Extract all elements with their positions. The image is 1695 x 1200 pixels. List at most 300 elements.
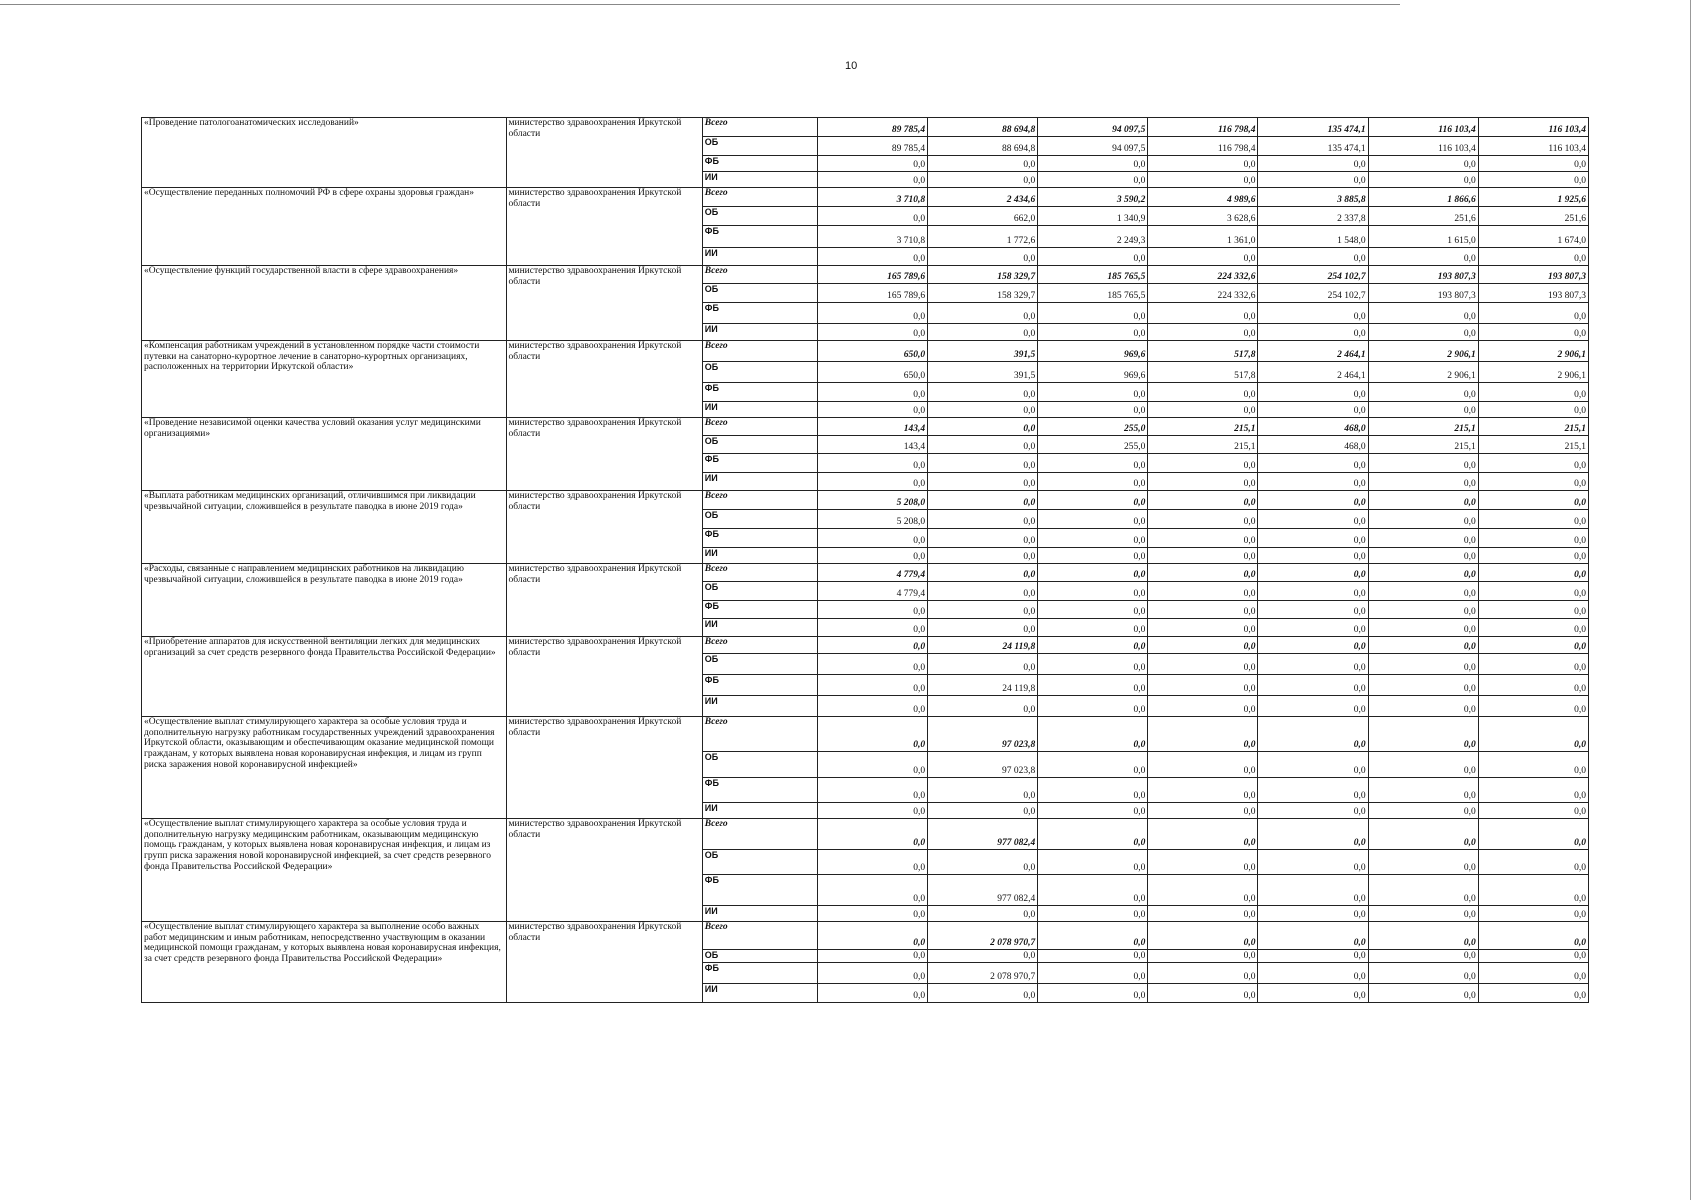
amount-cell: 0,0 [1478, 696, 1588, 717]
amount-cell: 0,0 [817, 637, 927, 654]
amount-cell: 0,0 [1038, 963, 1148, 984]
amount-cell: 0,0 [1148, 248, 1258, 266]
amount-cell: 0,0 [1038, 984, 1148, 1003]
measure-name: «Проведение патологоанатомических исследований» [142, 118, 507, 188]
amount-cell: 0,0 [1478, 778, 1588, 803]
amount-cell: 0,0 [928, 529, 1038, 548]
amount-cell: 0,0 [1148, 402, 1258, 418]
amount-cell: 0,0 [1038, 637, 1148, 654]
amount-cell: 135 474,1 [1258, 137, 1368, 156]
amount-cell: 0,0 [1258, 803, 1368, 819]
amount-cell: 255,0 [1038, 418, 1148, 436]
funding-source-label: Всего [702, 341, 817, 362]
amount-cell: 0,0 [817, 752, 927, 778]
amount-cell: 0,0 [1368, 303, 1478, 324]
funding-source-label: ИИ [702, 619, 817, 637]
amount-cell: 0,0 [1368, 696, 1478, 717]
amount-cell: 215,1 [1368, 418, 1478, 436]
amount-cell: 0,0 [1038, 582, 1148, 601]
amount-cell: 0,0 [1148, 654, 1258, 675]
amount-cell: 0,0 [1148, 717, 1258, 752]
amount-cell: 1 772,6 [928, 226, 1038, 248]
amount-cell: 0,0 [1368, 402, 1478, 418]
amount-cell: 2 078 970,7 [928, 922, 1038, 950]
amount-cell: 0,0 [1258, 696, 1368, 717]
amount-cell: 0,0 [1148, 454, 1258, 473]
amount-cell: 0,0 [928, 156, 1038, 172]
amount-cell: 0,0 [1368, 473, 1478, 491]
amount-cell: 0,0 [1368, 963, 1478, 984]
amount-cell: 0,0 [1148, 491, 1258, 510]
funding-source-label: Всего [702, 637, 817, 654]
amount-cell: 94 097,5 [1038, 118, 1148, 137]
measure-total-row [142, 418, 1589, 436]
responsible-executor: министерство здравоохранения Иркутской области [506, 418, 702, 491]
amount-cell: 0,0 [1148, 473, 1258, 491]
amount-cell: 0,0 [1368, 383, 1478, 402]
amount-cell: 89 785,4 [817, 118, 927, 137]
amount-cell: 4 779,4 [817, 564, 927, 582]
amount-cell: 977 082,4 [928, 875, 1038, 906]
amount-cell: 0,0 [1148, 984, 1258, 1003]
amount-cell: 0,0 [928, 324, 1038, 341]
amount-cell: 0,0 [1478, 473, 1588, 491]
amount-cell: 0,0 [1368, 819, 1478, 850]
amount-cell: 0,0 [1038, 950, 1148, 963]
amount-cell: 185 765,5 [1038, 266, 1148, 284]
amount-cell: 0,0 [1038, 875, 1148, 906]
amount-cell: 1 548,0 [1258, 226, 1368, 248]
amount-cell: 0,0 [1038, 156, 1148, 172]
amount-cell: 215,1 [1478, 436, 1588, 454]
amount-cell: 0,0 [817, 906, 927, 922]
amount-cell: 0,0 [928, 582, 1038, 601]
amount-cell: 0,0 [1038, 922, 1148, 950]
amount-cell: 0,0 [1368, 172, 1478, 188]
amount-cell: 0,0 [1148, 548, 1258, 564]
amount-cell: 2 906,1 [1368, 362, 1478, 383]
amount-cell: 0,0 [1148, 819, 1258, 850]
funding-source-label: Всего [702, 564, 817, 582]
amount-cell: 2 906,1 [1368, 341, 1478, 362]
amount-cell: 0,0 [1478, 752, 1588, 778]
funding-source-label: ФБ [702, 383, 817, 402]
amount-cell: 0,0 [928, 654, 1038, 675]
amount-cell: 0,0 [1148, 696, 1258, 717]
budget-table [141, 117, 1589, 1003]
amount-cell: 0,0 [1258, 619, 1368, 637]
amount-cell: 255,0 [1038, 436, 1148, 454]
amount-cell: 2 249,3 [1038, 226, 1148, 248]
amount-cell: 0,0 [1478, 383, 1588, 402]
amount-cell: 215,1 [1368, 436, 1478, 454]
amount-cell: 0,0 [1478, 950, 1588, 963]
amount-cell: 650,0 [817, 362, 927, 383]
amount-cell: 0,0 [817, 383, 927, 402]
amount-cell: 0,0 [1148, 156, 1258, 172]
funding-source-label: Всего [702, 717, 817, 752]
responsible-executor: министерство здравоохранения Иркутской области [506, 341, 702, 418]
amount-cell: 0,0 [817, 454, 927, 473]
amount-cell: 0,0 [1368, 654, 1478, 675]
funding-source-label: ИИ [702, 248, 817, 266]
measure-name: «Выплата работникам медицинских организаций, отличившимся при ликвидации чрезвычайной ситуации, сложившейся в результате паводка в июне 2019 года» [142, 491, 507, 564]
funding-source-label: ОБ [702, 654, 817, 675]
amount-cell: 0,0 [1368, 582, 1478, 601]
amount-cell: 0,0 [1038, 548, 1148, 564]
amount-cell: 0,0 [928, 510, 1038, 529]
amount-cell: 0,0 [1368, 922, 1478, 950]
amount-cell: 0,0 [1258, 819, 1368, 850]
amount-cell: 0,0 [1368, 248, 1478, 266]
amount-cell: 215,1 [1148, 436, 1258, 454]
amount-cell: 158 329,7 [928, 266, 1038, 284]
amount-cell: 2 337,8 [1258, 207, 1368, 226]
amount-cell: 0,0 [928, 248, 1038, 266]
amount-cell: 0,0 [1258, 324, 1368, 341]
amount-cell: 116 103,4 [1368, 137, 1478, 156]
amount-cell: 0,0 [1038, 564, 1148, 582]
amount-cell: 0,0 [1258, 654, 1368, 675]
funding-source-label: Всего [702, 418, 817, 436]
measure-total-row [142, 717, 1589, 752]
amount-cell: 116 103,4 [1368, 118, 1478, 137]
amount-cell: 1 615,0 [1368, 226, 1478, 248]
amount-cell: 0,0 [1148, 875, 1258, 906]
amount-cell: 969,6 [1038, 341, 1148, 362]
amount-cell: 251,6 [1368, 207, 1478, 226]
amount-cell: 0,0 [1148, 601, 1258, 619]
amount-cell: 0,0 [1258, 402, 1368, 418]
measure-total-row [142, 491, 1589, 510]
amount-cell: 0,0 [817, 654, 927, 675]
amount-cell: 0,0 [1038, 803, 1148, 819]
amount-cell: 0,0 [1368, 156, 1478, 172]
amount-cell: 0,0 [1478, 906, 1588, 922]
amount-cell: 468,0 [1258, 436, 1368, 454]
amount-cell: 0,0 [817, 207, 927, 226]
amount-cell: 0,0 [1148, 564, 1258, 582]
amount-cell: 0,0 [1368, 601, 1478, 619]
amount-cell: 0,0 [1258, 950, 1368, 963]
funding-source-label: ИИ [702, 473, 817, 491]
responsible-executor: министерство здравоохранения Иркутской области [506, 717, 702, 819]
amount-cell: 0,0 [1258, 491, 1368, 510]
page-number: 10 [845, 60, 858, 72]
amount-cell: 0,0 [1478, 548, 1588, 564]
amount-cell: 0,0 [1368, 529, 1478, 548]
amount-cell: 0,0 [1038, 529, 1148, 548]
funding-source-label: Всего [702, 491, 817, 510]
funding-source-label: ОБ [702, 582, 817, 601]
amount-cell: 0,0 [1478, 803, 1588, 819]
amount-cell: 97 023,8 [928, 717, 1038, 752]
amount-cell: 0,0 [1148, 582, 1258, 601]
amount-cell: 4 779,4 [817, 582, 927, 601]
amount-cell: 0,0 [1148, 778, 1258, 803]
amount-cell: 1 925,6 [1478, 188, 1588, 207]
amount-cell: 0,0 [1038, 619, 1148, 637]
funding-source-label: ФБ [702, 226, 817, 248]
amount-cell: 0,0 [817, 778, 927, 803]
amount-cell: 0,0 [817, 172, 927, 188]
measure-name: «Компенсация работникам учреждений в установленном порядке части стоимости путевки на санаторно-курортное лечение в санаторно-курортных организациях, расположенных на территории Иркутской области» [142, 341, 507, 418]
funding-source-label: ФБ [702, 875, 817, 906]
amount-cell: 254 102,7 [1258, 284, 1368, 303]
amount-cell: 24 119,8 [928, 637, 1038, 654]
amount-cell: 0,0 [1368, 803, 1478, 819]
amount-cell: 0,0 [817, 303, 927, 324]
amount-cell: 0,0 [1368, 752, 1478, 778]
amount-cell: 0,0 [1148, 950, 1258, 963]
amount-cell: 0,0 [928, 418, 1038, 436]
amount-cell: 3 710,8 [817, 226, 927, 248]
amount-cell: 0,0 [1478, 156, 1588, 172]
amount-cell: 0,0 [1258, 248, 1368, 266]
amount-cell: 0,0 [817, 984, 927, 1003]
amount-cell: 0,0 [1038, 696, 1148, 717]
amount-cell: 650,0 [817, 341, 927, 362]
amount-cell: 1 674,0 [1478, 226, 1588, 248]
amount-cell: 0,0 [1258, 875, 1368, 906]
amount-cell: 0,0 [928, 950, 1038, 963]
amount-cell: 0,0 [1478, 582, 1588, 601]
amount-cell: 0,0 [1258, 473, 1368, 491]
amount-cell: 0,0 [1148, 619, 1258, 637]
amount-cell: 97 023,8 [928, 752, 1038, 778]
amount-cell: 0,0 [1038, 473, 1148, 491]
scan-edge-right [1690, 0, 1691, 1200]
measure-total-row [142, 188, 1589, 207]
amount-cell: 193 807,3 [1478, 284, 1588, 303]
measure-total-row [142, 564, 1589, 582]
amount-cell: 0,0 [1258, 717, 1368, 752]
amount-cell: 0,0 [928, 803, 1038, 819]
amount-cell: 0,0 [1038, 819, 1148, 850]
amount-cell: 0,0 [1038, 717, 1148, 752]
measure-total-row [142, 819, 1589, 850]
amount-cell: 0,0 [1038, 601, 1148, 619]
amount-cell: 0,0 [928, 436, 1038, 454]
amount-cell: 143,4 [817, 436, 927, 454]
amount-cell: 0,0 [928, 601, 1038, 619]
amount-cell: 0,0 [1148, 906, 1258, 922]
amount-cell: 0,0 [1478, 637, 1588, 654]
amount-cell: 0,0 [1368, 564, 1478, 582]
amount-cell: 0,0 [1258, 454, 1368, 473]
amount-cell: 517,8 [1148, 362, 1258, 383]
amount-cell: 0,0 [1258, 156, 1368, 172]
amount-cell: 0,0 [1038, 778, 1148, 803]
amount-cell: 0,0 [1478, 402, 1588, 418]
amount-cell: 468,0 [1258, 418, 1368, 436]
amount-cell: 0,0 [1368, 906, 1478, 922]
amount-cell: 0,0 [817, 619, 927, 637]
amount-cell: 0,0 [1038, 906, 1148, 922]
amount-cell: 0,0 [1478, 675, 1588, 696]
amount-cell: 0,0 [1258, 601, 1368, 619]
amount-cell: 0,0 [928, 564, 1038, 582]
responsible-executor: министерство здравоохранения Иркутской области [506, 819, 702, 922]
amount-cell: 0,0 [1258, 383, 1368, 402]
amount-cell: 0,0 [1478, 619, 1588, 637]
amount-cell: 0,0 [928, 383, 1038, 402]
funding-source-label: ОБ [702, 284, 817, 303]
amount-cell: 0,0 [1258, 906, 1368, 922]
amount-cell: 0,0 [1148, 675, 1258, 696]
funding-source-label: ОБ [702, 436, 817, 454]
amount-cell: 0,0 [1368, 984, 1478, 1003]
amount-cell: 0,0 [1478, 564, 1588, 582]
amount-cell: 0,0 [1148, 963, 1258, 984]
funding-source-label: ОБ [702, 752, 817, 778]
amount-cell: 0,0 [817, 875, 927, 906]
amount-cell: 2 434,6 [928, 188, 1038, 207]
responsible-executor: министерство здравоохранения Иркутской области [506, 564, 702, 637]
amount-cell: 0,0 [1368, 324, 1478, 341]
funding-source-label: ОБ [702, 362, 817, 383]
funding-source-label: ФБ [702, 156, 817, 172]
amount-cell: 0,0 [1038, 248, 1148, 266]
measure-total-row [142, 922, 1589, 950]
measure-name: «Осуществление выплат стимулирующего характера за особые условия труда и дополнительную нагрузку работникам государственных учреждений здравоохранения Иркутской области, оказывающим и обеспечивающим оказание медицинской помощи гражданам, у которых выявлена новая коронавирусная инфекция, и лицам из групп риска заражения новой коронавирусной инфекцией» [142, 717, 507, 819]
amount-cell: 0,0 [1368, 778, 1478, 803]
amount-cell: 0,0 [1038, 752, 1148, 778]
amount-cell: 0,0 [928, 473, 1038, 491]
amount-cell: 0,0 [1368, 850, 1478, 875]
amount-cell: 0,0 [1478, 529, 1588, 548]
funding-source-label: ФБ [702, 778, 817, 803]
amount-cell: 4 989,6 [1148, 188, 1258, 207]
measure-name: «Осуществление функций государственной власти в сфере здравоохранения» [142, 266, 507, 341]
amount-cell: 0,0 [928, 303, 1038, 324]
amount-cell: 0,0 [1258, 963, 1368, 984]
amount-cell: 116 798,4 [1148, 137, 1258, 156]
amount-cell: 0,0 [1258, 637, 1368, 654]
amount-cell: 0,0 [1038, 654, 1148, 675]
amount-cell: 0,0 [1478, 717, 1588, 752]
amount-cell: 0,0 [817, 473, 927, 491]
amount-cell: 3 710,8 [817, 188, 927, 207]
amount-cell: 0,0 [1038, 850, 1148, 875]
amount-cell: 0,0 [1148, 803, 1258, 819]
amount-cell: 0,0 [928, 548, 1038, 564]
amount-cell: 5 208,0 [817, 491, 927, 510]
amount-cell: 0,0 [817, 675, 927, 696]
amount-cell: 0,0 [1258, 675, 1368, 696]
amount-cell: 2 078 970,7 [928, 963, 1038, 984]
amount-cell: 0,0 [1148, 637, 1258, 654]
amount-cell: 0,0 [1478, 963, 1588, 984]
amount-cell: 517,8 [1148, 341, 1258, 362]
amount-cell: 969,6 [1038, 362, 1148, 383]
amount-cell: 3 628,6 [1148, 207, 1258, 226]
amount-cell: 0,0 [1258, 548, 1368, 564]
measure-total-row [142, 341, 1589, 362]
amount-cell: 135 474,1 [1258, 118, 1368, 137]
measure-name: «Осуществление выплат стимулирующего характера за выполнение особо важных работ медицинским и иным работникам, непосредственно участвующим в оказании медицинской помощи гражданам, у которых выявлена новая коронавирусная инфекция, за счет средств резервного фонда Правительства Российской Федерации» [142, 922, 507, 1003]
amount-cell: 977 082,4 [928, 819, 1038, 850]
amount-cell: 0,0 [928, 778, 1038, 803]
amount-cell: 0,0 [1368, 619, 1478, 637]
amount-cell: 0,0 [928, 454, 1038, 473]
amount-cell: 88 694,8 [928, 137, 1038, 156]
amount-cell: 0,0 [1478, 654, 1588, 675]
amount-cell: 0,0 [1478, 984, 1588, 1003]
amount-cell: 0,0 [817, 819, 927, 850]
amount-cell: 0,0 [817, 601, 927, 619]
funding-source-label: ИИ [702, 696, 817, 717]
amount-cell: 0,0 [1258, 850, 1368, 875]
funding-source-label: Всего [702, 819, 817, 850]
funding-source-label: Всего [702, 922, 817, 950]
amount-cell: 0,0 [1148, 383, 1258, 402]
amount-cell: 0,0 [817, 850, 927, 875]
amount-cell: 0,0 [1148, 510, 1258, 529]
amount-cell: 0,0 [1258, 984, 1368, 1003]
responsible-executor: министерство здравоохранения Иркутской области [506, 491, 702, 564]
amount-cell: 0,0 [1478, 922, 1588, 950]
funding-source-label: ФБ [702, 963, 817, 984]
amount-cell: 2 464,1 [1258, 362, 1368, 383]
amount-cell: 0,0 [817, 548, 927, 564]
amount-cell: 143,4 [817, 418, 927, 436]
measure-total-row [142, 637, 1589, 654]
amount-cell: 215,1 [1478, 418, 1588, 436]
amount-cell: 89 785,4 [817, 137, 927, 156]
amount-cell: 0,0 [1038, 383, 1148, 402]
amount-cell: 254 102,7 [1258, 266, 1368, 284]
amount-cell: 0,0 [817, 803, 927, 819]
amount-cell: 0,0 [817, 950, 927, 963]
amount-cell: 0,0 [817, 717, 927, 752]
amount-cell: 0,0 [1148, 172, 1258, 188]
funding-source-label: ОБ [702, 207, 817, 226]
amount-cell: 0,0 [1038, 675, 1148, 696]
amount-cell: 158 329,7 [928, 284, 1038, 303]
amount-cell: 0,0 [1478, 510, 1588, 529]
amount-cell: 0,0 [817, 963, 927, 984]
measure-total-row [142, 266, 1589, 284]
amount-cell: 1 340,9 [1038, 207, 1148, 226]
measure-total-row [142, 118, 1589, 137]
amount-cell: 2 906,1 [1478, 341, 1588, 362]
amount-cell: 0,0 [1038, 510, 1148, 529]
amount-cell: 0,0 [1258, 564, 1368, 582]
amount-cell: 0,0 [1258, 752, 1368, 778]
amount-cell: 0,0 [928, 696, 1038, 717]
amount-cell: 0,0 [1258, 922, 1368, 950]
amount-cell: 0,0 [1148, 752, 1258, 778]
amount-cell: 0,0 [1038, 303, 1148, 324]
amount-cell: 391,5 [928, 341, 1038, 362]
responsible-executor: министерство здравоохранения Иркутской области [506, 188, 702, 266]
amount-cell: 5 208,0 [817, 510, 927, 529]
amount-cell: 0,0 [928, 850, 1038, 875]
responsible-executor: министерство здравоохранения Иркутской области [506, 637, 702, 717]
funding-source-label: ОБ [702, 510, 817, 529]
measure-name: «Проведение независимой оценки качества условий оказания услуг медицинскими организациями» [142, 418, 507, 491]
amount-cell: 0,0 [1478, 454, 1588, 473]
amount-cell: 0,0 [1368, 454, 1478, 473]
amount-cell: 0,0 [1258, 172, 1368, 188]
amount-cell: 0,0 [1368, 675, 1478, 696]
amount-cell: 116 798,4 [1148, 118, 1258, 137]
amount-cell: 0,0 [817, 696, 927, 717]
amount-cell: 0,0 [928, 906, 1038, 922]
amount-cell: 0,0 [1478, 819, 1588, 850]
amount-cell: 3 590,2 [1038, 188, 1148, 207]
